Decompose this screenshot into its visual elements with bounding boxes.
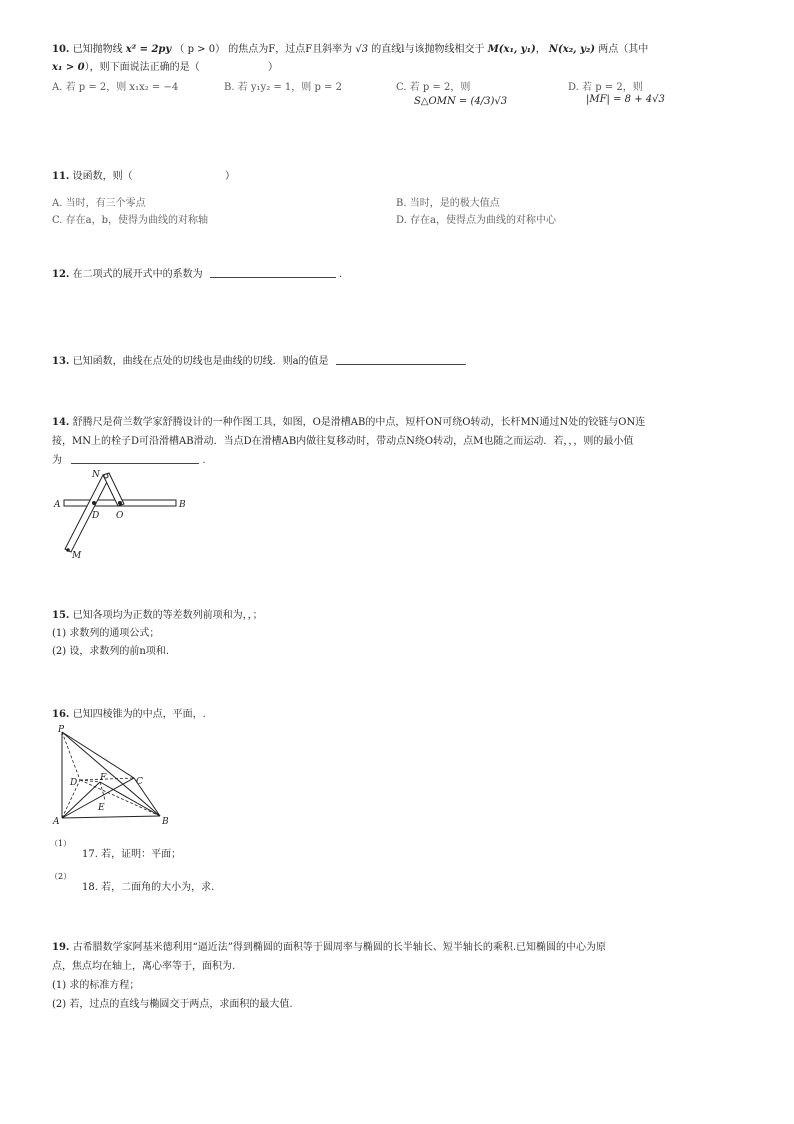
q14-pivot-o bbox=[118, 501, 122, 505]
q14-line3 bbox=[52, 451, 206, 466]
q11-option-d: D. 存在a，使得点为曲线的对称中心 bbox=[396, 215, 556, 226]
q13-stem bbox=[52, 352, 466, 367]
q16-edge-dc bbox=[80, 778, 134, 780]
q16-pyramid-figure bbox=[50, 722, 180, 832]
q16-label-c: C bbox=[136, 777, 143, 787]
q10-option-d-label: D. 若 p = 2，则 bbox=[568, 82, 643, 93]
q15-part-1: (1) 求数列的通项公式； bbox=[52, 628, 160, 639]
q15-number: 15. bbox=[52, 610, 70, 621]
q19-number: 19. bbox=[52, 942, 70, 953]
q10-stem-line2 bbox=[52, 58, 278, 73]
q10-number: 10. bbox=[52, 44, 70, 55]
q14-text-2: 接，MN上的栓子D可沿滑槽AB滑动．当点D在滑槽AB内做往复移动时，带动点N绕O转动，点M也随之而运动．若，，，则的最小值 bbox=[52, 436, 634, 447]
q10-point-m: M(x₁, y₁) bbox=[487, 44, 536, 55]
q14-line1 bbox=[52, 413, 645, 428]
q14-hinge-n bbox=[104, 474, 108, 478]
q10-paren-close: ） bbox=[268, 62, 279, 73]
q14-schooten-ruler-figure bbox=[48, 466, 198, 566]
q14-long-bar-mn bbox=[65, 475, 109, 552]
q10-x1-cond: x₁ > 0 bbox=[52, 62, 85, 73]
q10-option-d-formula: |MF| = 8 + 4√3 bbox=[586, 94, 665, 105]
q16-number: 16. bbox=[52, 709, 70, 720]
q14-label-m: M bbox=[72, 551, 82, 561]
q16-segment-df bbox=[80, 780, 100, 782]
q14-label-b: B bbox=[179, 500, 186, 510]
q16-sub1-text: 17. 若，证明：平面； bbox=[82, 849, 182, 860]
q13-answer-blank[interactable] bbox=[336, 354, 466, 365]
q16-label-a: A bbox=[53, 817, 60, 827]
q19-line1 bbox=[52, 938, 606, 953]
q14-label-d: D bbox=[92, 511, 100, 521]
q14-answer-blank[interactable] bbox=[71, 453, 199, 464]
q14-number: 14. bbox=[52, 417, 70, 428]
q12-answer-blank[interactable] bbox=[210, 267, 336, 278]
q10-text-a: 已知抛物线 bbox=[72, 44, 123, 55]
q14-period: . bbox=[202, 455, 206, 466]
q11-option-a: A. 当时，有三个零点 bbox=[52, 198, 146, 209]
q10-text-c: 的直线l与该抛物线相交于 bbox=[371, 44, 485, 55]
q14-label-a: A bbox=[54, 500, 61, 510]
q11-option-c: C. 存在a，b，使得为曲线的对称轴 bbox=[52, 215, 209, 226]
q10-option-c-formula: S△OMN = (4/3)√3 bbox=[414, 96, 508, 107]
q19-part-2: (2) 若，过点的直线与椭圆交于两点，求面积的最大值. bbox=[52, 999, 293, 1010]
q14-text-3: 为 bbox=[52, 455, 62, 466]
q14-label-n: N bbox=[92, 470, 100, 480]
q16-sub2-text: 18. 若，二面角的大小为，求. bbox=[82, 882, 215, 893]
q10-text-b: 的焦点为F，过点F且斜率为 bbox=[228, 44, 353, 55]
q16-text: 已知四棱锥为的中点，平面，. bbox=[72, 709, 206, 720]
q16-sub2-tag: （2） bbox=[50, 872, 72, 881]
q10-sep: ， bbox=[535, 44, 546, 55]
q14-peg-d bbox=[92, 501, 96, 505]
q10-text-d: 两点（其中 bbox=[598, 44, 649, 55]
q19-text-1: 古希腊数学家阿基米德利用“逼近法”得到椭圆的面积等于圆周率与椭圆的长半轴长、短半轴长的乘积.已知椭圆的中心为原 bbox=[72, 942, 606, 953]
q10-slope: √3 bbox=[355, 44, 369, 55]
q16-label-b: B bbox=[162, 817, 169, 827]
q12-period: . bbox=[338, 269, 343, 280]
q11-text: 设函数，则（ bbox=[72, 171, 133, 182]
q10-text-e: ），则下面说法正确的是（ bbox=[84, 62, 200, 73]
q11-paren-close: ） bbox=[224, 171, 235, 182]
q10-option-a: A. 若 p = 2，则 x₁x₂ = −4 bbox=[52, 82, 179, 93]
q14-point-m bbox=[66, 548, 70, 552]
q12-stem bbox=[52, 265, 342, 280]
q14-text-1: 舒腾尺是荷兰数学家舒腾设计的一种作图工具，如图，O是滑槽AB的中点，短杆ON可绕O转动，长杆MN通过N处的铰链与ON连 bbox=[72, 417, 646, 428]
q11-number: 11. bbox=[52, 171, 70, 182]
q10-point-n: N(x₂, y₂) bbox=[548, 44, 596, 55]
q16-edge-ab bbox=[62, 816, 160, 818]
q16-label-p: P bbox=[58, 725, 65, 735]
q16-label-e: E bbox=[98, 803, 105, 813]
q16-sub1-tag: （1） bbox=[50, 839, 72, 848]
q10-option-c-label: C. 若 p = 2，则 bbox=[396, 82, 471, 93]
q16-edge-pc bbox=[62, 732, 134, 778]
q16-label-f: F bbox=[100, 773, 107, 783]
q13-number: 13. bbox=[52, 356, 70, 367]
q10-option-b: B. 若 y₁y₂ = 1，则 p = 2 bbox=[224, 82, 342, 93]
q15-stem bbox=[52, 606, 263, 621]
q10-equation: x² = 2py bbox=[125, 44, 172, 55]
q19-part-1: (1) 求的标准方程； bbox=[52, 980, 140, 991]
q16-stem bbox=[52, 705, 206, 720]
q16-segment-fb bbox=[100, 782, 160, 816]
q15-text: 已知各项均为正数的等差数列前项和为，，； bbox=[72, 610, 263, 621]
q12-text: 在二项式的展开式中的系数为 bbox=[72, 269, 203, 280]
q16-label-d: D bbox=[70, 778, 78, 788]
q15-part-2: (2) 设，求数列的前n项和. bbox=[52, 646, 169, 657]
q10-condition: （ p > 0） bbox=[174, 44, 226, 55]
q11-option-b: B. 当时，是的极大值点 bbox=[396, 198, 500, 209]
q13-text: 已知函数，曲线在点处的切线也是曲线的切线．则a的值是 bbox=[72, 356, 329, 367]
q19-text-2: 点，焦点均在轴上，离心率等于，面积为. bbox=[52, 961, 236, 972]
q14-label-o: O bbox=[116, 511, 124, 521]
q11-stem bbox=[52, 167, 235, 182]
q12-number: 12. bbox=[52, 269, 70, 280]
q10-stem-line1 bbox=[52, 40, 648, 55]
